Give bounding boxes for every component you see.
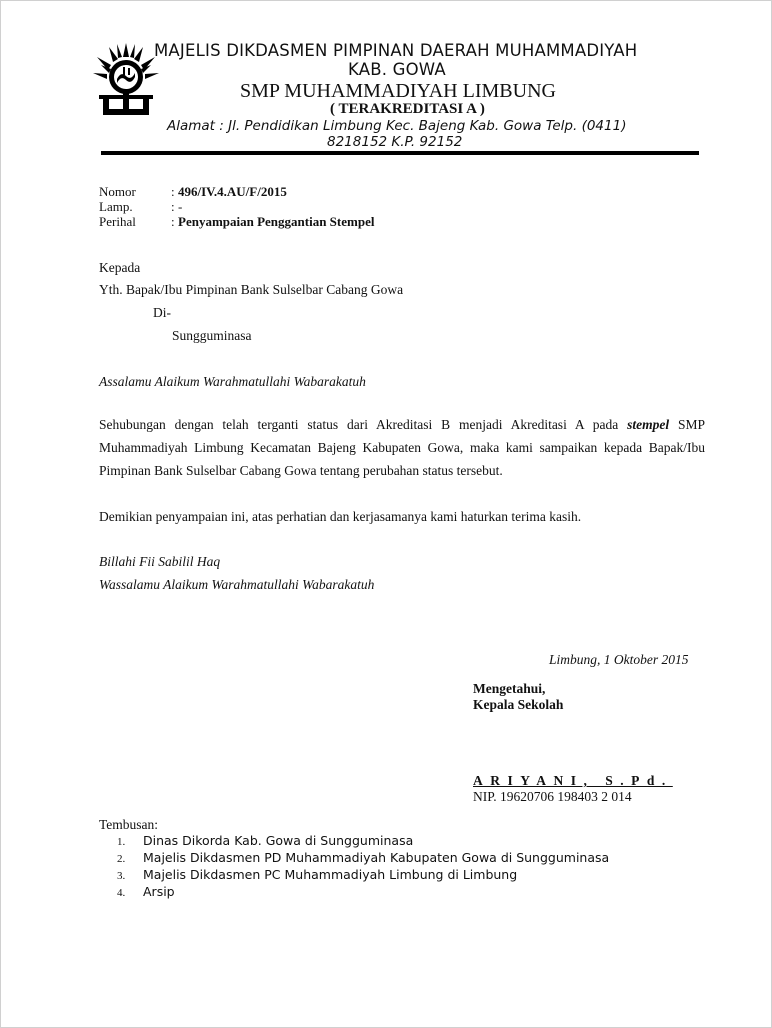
signature-name: ARIYANI, S.Pd. bbox=[473, 773, 673, 788]
para1-text-end: SMP Muhammadiyah Limbung Kecamatan Bajeng Kabupaten Gowa, maka kami sampaikan kepada Bapak/Ibu Pimpinan Bank Sulselbar Cabang Gowa tentang perubahan status tersebut. bbox=[99, 417, 705, 478]
list-item-text: Majelis Dikdasmen PC Muhammadiyah Limbung di Limbung bbox=[143, 867, 518, 882]
body-paragraph-1 bbox=[99, 413, 705, 482]
tembusan-label: Tembusan: bbox=[99, 817, 159, 832]
perihal-label: Perihal bbox=[99, 214, 136, 229]
greeting: Assalamu Alaikum Warahmatullahi Wabarakatuh bbox=[99, 374, 366, 389]
recipient-name: Yth. Bapak/Ibu Pimpinan Bank Sulselbar Cabang Gowa bbox=[99, 282, 404, 297]
body-paragraph-2: Demikian penyampaian ini, atas perhatian dan kerjasamanya kami haturkan terima kasih. bbox=[99, 509, 582, 524]
para1-text-start: Sehubungan dengan telah terganti status dari Akreditasi B menjadi Akreditasi A pada bbox=[99, 417, 628, 432]
list-item bbox=[117, 867, 609, 884]
list-item bbox=[117, 884, 609, 901]
list-item-number: 1. bbox=[117, 836, 126, 848]
accreditation: ( TERAKREDITASI A ) bbox=[330, 101, 485, 117]
lamp-label: Lamp. bbox=[99, 199, 133, 214]
list-item-text: Arsip bbox=[143, 884, 175, 899]
list-item-number: 4. bbox=[117, 887, 126, 899]
list-item bbox=[117, 850, 609, 867]
muhammadiyah-logo-icon bbox=[93, 43, 159, 117]
para1-emphasis: stempel bbox=[627, 417, 670, 432]
kepada: Kepada bbox=[99, 260, 141, 275]
lamp-value: - bbox=[178, 199, 183, 214]
signature-title: Kepala Sekolah bbox=[473, 697, 564, 712]
org-name-line1: MAJELIS DIKDASMEN PIMPINAN DAERAH MUHAMMADIYAH bbox=[154, 41, 638, 60]
closing-line1: Billahi Fii Sabilil Haq bbox=[99, 554, 221, 569]
list-item-number: 3. bbox=[117, 870, 126, 882]
signature-mengetahui: Mengetahui, bbox=[473, 681, 546, 696]
header-divider bbox=[101, 151, 699, 155]
place-date: Limbung, 1 Oktober 2015 bbox=[549, 652, 689, 667]
list-item-text: Majelis Dikdasmen PD Muhammadiyah Kabupaten Gowa di Sungguminasa bbox=[143, 850, 610, 865]
nomor-separator: : bbox=[171, 184, 175, 199]
school-name: SMP MUHAMMADIYAH LIMBUNG bbox=[240, 80, 556, 102]
closing-line2: Wassalamu Alaikum Warahmatullahi Wabarakatuh bbox=[99, 577, 375, 592]
nomor-value: 496/IV.4.AU/F/2015 bbox=[178, 184, 287, 199]
perihal-separator: : bbox=[171, 214, 175, 229]
tembusan-list bbox=[117, 833, 609, 901]
signature-nip: NIP. 19620706 198403 2 014 bbox=[473, 789, 632, 804]
list-item-text: Dinas Dikorda Kab. Gowa di Sungguminasa bbox=[143, 833, 414, 848]
org-name-line2: KAB. GOWA bbox=[348, 60, 446, 79]
address-line2: 8218152 K.P. 92152 bbox=[327, 134, 463, 150]
nomor-label: Nomor bbox=[99, 184, 136, 199]
list-item-number: 2. bbox=[117, 853, 126, 865]
list-item bbox=[117, 833, 609, 850]
address-line1: Alamat : Jl. Pendidikan Limbung Kec. Bajeng Kab. Gowa Telp. (0411) bbox=[167, 118, 627, 134]
perihal-value: Penyampaian Penggantian Stempel bbox=[178, 214, 375, 229]
recipient-di: Di- bbox=[153, 305, 171, 320]
lamp-separator: : bbox=[171, 199, 175, 214]
recipient-place: Sungguminasa bbox=[172, 328, 252, 343]
